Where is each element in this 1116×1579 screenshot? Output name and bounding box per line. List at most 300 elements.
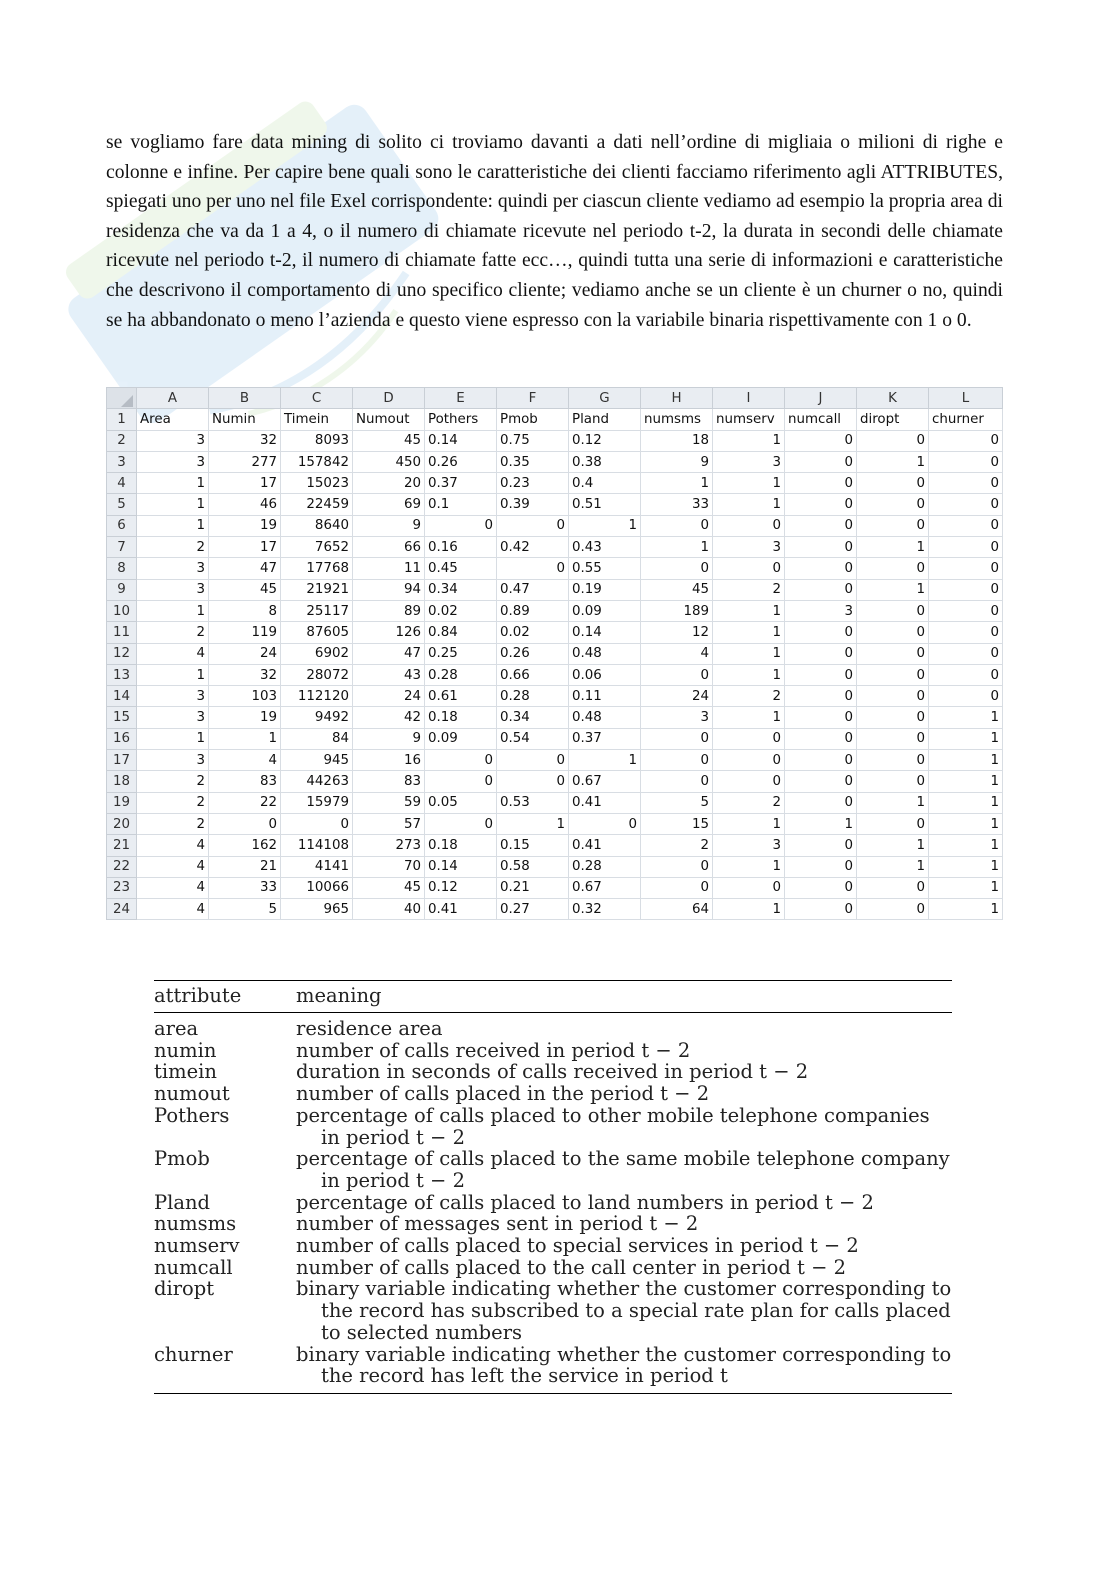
sheet-cell[interactable]: 1 [713,707,785,728]
sheet-cell[interactable]: 6902 [281,643,353,664]
sheet-cell[interactable]: 0.55 [569,558,641,579]
sheet-cell[interactable]: 189 [641,600,713,621]
row-number[interactable]: 18 [107,771,137,792]
sheet-header-cell[interactable]: Pothers [425,409,497,430]
sheet-cell[interactable]: 4 [137,899,209,920]
column-header-e[interactable]: E [425,388,497,409]
sheet-cell[interactable]: 5 [641,792,713,813]
sheet-cell[interactable]: 0 [857,771,929,792]
sheet-cell[interactable]: 0.12 [425,877,497,898]
sheet-cell[interactable]: 0.02 [425,600,497,621]
sheet-cell[interactable]: 22 [209,792,281,813]
sheet-cell[interactable]: 0 [857,622,929,643]
sheet-cell[interactable]: 1 [929,750,1003,771]
sheet-cell[interactable]: 0 [497,558,569,579]
sheet-cell[interactable]: 4 [137,856,209,877]
sheet-cell[interactable]: 1 [713,473,785,494]
sheet-cell[interactable]: 0.51 [569,494,641,515]
row-number[interactable]: 14 [107,686,137,707]
sheet-cell[interactable]: 0 [857,515,929,536]
row-number[interactable]: 1 [107,409,137,430]
sheet-cell[interactable]: 9 [353,728,425,749]
sheet-cell[interactable]: 0.47 [497,579,569,600]
sheet-cell[interactable]: 45 [209,579,281,600]
sheet-cell[interactable]: 1 [497,813,569,834]
column-header-d[interactable]: D [353,388,425,409]
sheet-cell[interactable]: 64 [641,899,713,920]
sheet-cell[interactable]: 1 [137,494,209,515]
sheet-cell[interactable]: 0.23 [497,473,569,494]
sheet-header-cell[interactable]: churner [929,409,1003,430]
sheet-cell[interactable]: 0 [785,835,857,856]
sheet-cell[interactable]: 0 [641,877,713,898]
sheet-cell[interactable]: 0.28 [497,686,569,707]
sheet-cell[interactable]: 0 [785,515,857,536]
sheet-cell[interactable]: 1 [137,600,209,621]
sheet-cell[interactable]: 22459 [281,494,353,515]
sheet-cell[interactable]: 0.32 [569,899,641,920]
sheet-cell[interactable]: 19 [209,707,281,728]
sheet-cell[interactable]: 4141 [281,856,353,877]
sheet-cell[interactable]: 47 [209,558,281,579]
sheet-cell[interactable]: 2 [713,579,785,600]
select-all-corner[interactable] [107,388,137,409]
row-number[interactable]: 20 [107,813,137,834]
sheet-cell[interactable]: 0.1 [425,494,497,515]
sheet-cell[interactable]: 8093 [281,430,353,451]
sheet-cell[interactable]: 28072 [281,664,353,685]
sheet-cell[interactable]: 119 [209,622,281,643]
sheet-cell[interactable]: 0 [569,813,641,834]
sheet-cell[interactable]: 0 [785,792,857,813]
sheet-cell[interactable]: 0 [857,686,929,707]
sheet-cell[interactable]: 0 [857,664,929,685]
sheet-cell[interactable]: 1 [857,856,929,877]
sheet-cell[interactable]: 1 [209,728,281,749]
sheet-cell[interactable]: 945 [281,750,353,771]
sheet-cell[interactable]: 0 [785,643,857,664]
sheet-cell[interactable]: 1 [713,600,785,621]
sheet-cell[interactable]: 0 [857,728,929,749]
sheet-cell[interactable]: 157842 [281,451,353,472]
sheet-cell[interactable]: 2 [137,792,209,813]
sheet-cell[interactable]: 0 [785,899,857,920]
sheet-cell[interactable]: 59 [353,792,425,813]
sheet-cell[interactable]: 3 [137,686,209,707]
sheet-cell[interactable]: 0.42 [497,537,569,558]
sheet-cell[interactable]: 1 [929,707,1003,728]
column-header-k[interactable]: K [857,388,929,409]
sheet-cell[interactable]: 1 [857,792,929,813]
sheet-cell[interactable]: 0 [929,558,1003,579]
sheet-cell[interactable]: 0.28 [425,664,497,685]
sheet-header-cell[interactable]: numserv [713,409,785,430]
row-number[interactable]: 16 [107,728,137,749]
sheet-cell[interactable]: 0 [785,728,857,749]
sheet-cell[interactable]: 0 [425,515,497,536]
sheet-cell[interactable]: 24 [353,686,425,707]
sheet-cell[interactable]: 2 [713,686,785,707]
sheet-cell[interactable]: 0 [857,430,929,451]
sheet-cell[interactable]: 0 [785,750,857,771]
sheet-cell[interactable]: 1 [569,750,641,771]
sheet-cell[interactable]: 15023 [281,473,353,494]
sheet-cell[interactable]: 1 [569,515,641,536]
sheet-cell[interactable]: 0.19 [569,579,641,600]
row-number[interactable]: 22 [107,856,137,877]
sheet-cell[interactable]: 0.37 [425,473,497,494]
sheet-cell[interactable]: 4 [137,835,209,856]
sheet-cell[interactable]: 1 [785,813,857,834]
sheet-cell[interactable]: 24 [641,686,713,707]
sheet-cell[interactable]: 450 [353,451,425,472]
sheet-cell[interactable]: 0 [929,622,1003,643]
sheet-cell[interactable]: 0.09 [569,600,641,621]
sheet-cell[interactable]: 1 [713,899,785,920]
sheet-cell[interactable]: 0 [497,515,569,536]
sheet-cell[interactable]: 0.14 [425,430,497,451]
sheet-cell[interactable]: 1 [713,664,785,685]
column-header-g[interactable]: G [569,388,641,409]
sheet-cell[interactable]: 32 [209,664,281,685]
sheet-cell[interactable]: 3 [137,451,209,472]
sheet-cell[interactable]: 3 [785,600,857,621]
sheet-cell[interactable]: 0 [929,643,1003,664]
sheet-cell[interactable]: 89 [353,600,425,621]
sheet-cell[interactable]: 2 [137,771,209,792]
sheet-cell[interactable]: 1 [713,643,785,664]
sheet-cell[interactable]: 1 [713,856,785,877]
sheet-cell[interactable]: 0.05 [425,792,497,813]
row-number[interactable]: 6 [107,515,137,536]
sheet-cell[interactable]: 0 [785,494,857,515]
sheet-cell[interactable]: 0.89 [497,600,569,621]
sheet-cell[interactable]: 87605 [281,622,353,643]
sheet-cell[interactable]: 0 [785,430,857,451]
sheet-cell[interactable]: 1 [929,728,1003,749]
sheet-cell[interactable]: 10066 [281,877,353,898]
sheet-cell[interactable]: 0.41 [569,792,641,813]
sheet-cell[interactable]: 0 [857,877,929,898]
sheet-cell[interactable]: 0 [497,750,569,771]
sheet-cell[interactable]: 2 [137,537,209,558]
sheet-cell[interactable]: 126 [353,622,425,643]
row-number[interactable]: 15 [107,707,137,728]
sheet-cell[interactable]: 3 [137,430,209,451]
row-number[interactable]: 21 [107,835,137,856]
sheet-cell[interactable]: 4 [137,643,209,664]
sheet-cell[interactable]: 43 [353,664,425,685]
row-number[interactable]: 8 [107,558,137,579]
sheet-cell[interactable]: 277 [209,451,281,472]
sheet-cell[interactable]: 0.34 [425,579,497,600]
sheet-cell[interactable]: 0.26 [497,643,569,664]
sheet-cell[interactable]: 0 [857,899,929,920]
sheet-cell[interactable]: 0.41 [569,835,641,856]
sheet-cell[interactable]: 0 [785,558,857,579]
sheet-cell[interactable]: 7652 [281,537,353,558]
sheet-cell[interactable]: 114108 [281,835,353,856]
sheet-cell[interactable]: 0 [929,579,1003,600]
sheet-cell[interactable]: 3 [137,750,209,771]
sheet-cell[interactable]: 0 [929,473,1003,494]
row-number[interactable]: 5 [107,494,137,515]
sheet-cell[interactable]: 0 [857,707,929,728]
sheet-cell[interactable]: 1 [857,579,929,600]
sheet-header-cell[interactable]: numsms [641,409,713,430]
sheet-cell[interactable]: 1 [857,835,929,856]
sheet-cell[interactable]: 273 [353,835,425,856]
sheet-cell[interactable]: 9492 [281,707,353,728]
sheet-cell[interactable]: 25117 [281,600,353,621]
sheet-cell[interactable]: 21 [209,856,281,877]
row-number[interactable]: 13 [107,664,137,685]
sheet-cell[interactable]: 0.21 [497,877,569,898]
column-header-l[interactable]: L [929,388,1003,409]
sheet-cell[interactable]: 0 [785,856,857,877]
sheet-cell[interactable]: 0.38 [569,451,641,472]
sheet-cell[interactable]: 8 [209,600,281,621]
sheet-cell[interactable]: 0.67 [569,877,641,898]
sheet-cell[interactable]: 965 [281,899,353,920]
sheet-cell[interactable]: 57 [353,813,425,834]
sheet-cell[interactable]: 0 [641,664,713,685]
row-number[interactable]: 7 [107,537,137,558]
sheet-cell[interactable]: 1 [713,813,785,834]
sheet-cell[interactable]: 0 [641,515,713,536]
sheet-cell[interactable]: 0.43 [569,537,641,558]
sheet-cell[interactable]: 15 [641,813,713,834]
column-header-h[interactable]: H [641,388,713,409]
sheet-cell[interactable]: 162 [209,835,281,856]
sheet-cell[interactable]: 0 [857,558,929,579]
sheet-cell[interactable]: 1 [137,664,209,685]
sheet-header-cell[interactable]: Numout [353,409,425,430]
sheet-cell[interactable]: 4 [641,643,713,664]
sheet-cell[interactable]: 0 [641,856,713,877]
sheet-cell[interactable]: 0 [641,771,713,792]
row-number[interactable]: 24 [107,899,137,920]
sheet-cell[interactable]: 0 [209,813,281,834]
row-number[interactable]: 19 [107,792,137,813]
sheet-cell[interactable]: 0.28 [569,856,641,877]
sheet-cell[interactable]: 2 [137,813,209,834]
sheet-cell[interactable]: 0 [641,750,713,771]
sheet-cell[interactable]: 1 [929,899,1003,920]
sheet-cell[interactable]: 1 [137,515,209,536]
row-number[interactable]: 9 [107,579,137,600]
sheet-cell[interactable]: 0.35 [497,451,569,472]
sheet-cell[interactable]: 0.18 [425,707,497,728]
sheet-cell[interactable]: 1 [713,622,785,643]
sheet-cell[interactable]: 0.02 [497,622,569,643]
sheet-cell[interactable]: 0 [785,537,857,558]
sheet-cell[interactable]: 0 [497,771,569,792]
sheet-cell[interactable]: 1 [713,430,785,451]
sheet-cell[interactable]: 1 [137,473,209,494]
sheet-cell[interactable]: 0 [785,664,857,685]
sheet-cell[interactable]: 0.14 [569,622,641,643]
row-number[interactable]: 12 [107,643,137,664]
column-header-i[interactable]: I [713,388,785,409]
sheet-cell[interactable]: 0 [425,750,497,771]
sheet-cell[interactable]: 0.45 [425,558,497,579]
sheet-cell[interactable]: 0.16 [425,537,497,558]
sheet-cell[interactable]: 0 [929,515,1003,536]
sheet-cell[interactable]: 1 [929,813,1003,834]
sheet-cell[interactable]: 1 [641,473,713,494]
sheet-cell[interactable]: 0 [857,750,929,771]
sheet-cell[interactable]: 0.75 [497,430,569,451]
sheet-cell[interactable]: 1 [929,835,1003,856]
sheet-cell[interactable]: 0.37 [569,728,641,749]
sheet-cell[interactable]: 2 [137,622,209,643]
column-header-a[interactable]: A [137,388,209,409]
sheet-cell[interactable]: 17 [209,473,281,494]
sheet-cell[interactable]: 44263 [281,771,353,792]
sheet-cell[interactable]: 1 [929,856,1003,877]
sheet-cell[interactable]: 0 [785,771,857,792]
sheet-header-cell[interactable]: Area [137,409,209,430]
sheet-cell[interactable]: 0 [857,473,929,494]
sheet-cell[interactable]: 9 [641,451,713,472]
column-header-b[interactable]: B [209,388,281,409]
sheet-cell[interactable]: 19 [209,515,281,536]
sheet-cell[interactable]: 0.15 [497,835,569,856]
sheet-cell[interactable]: 2 [641,835,713,856]
sheet-cell[interactable]: 3 [713,537,785,558]
sheet-cell[interactable]: 0 [713,750,785,771]
sheet-cell[interactable]: 0 [641,728,713,749]
row-number[interactable]: 10 [107,600,137,621]
sheet-cell[interactable]: 69 [353,494,425,515]
sheet-cell[interactable]: 0 [929,686,1003,707]
row-number[interactable]: 3 [107,451,137,472]
sheet-cell[interactable]: 5 [209,899,281,920]
sheet-cell[interactable]: 0 [713,877,785,898]
sheet-cell[interactable]: 3 [137,558,209,579]
sheet-cell[interactable]: 0 [785,622,857,643]
sheet-cell[interactable]: 0.67 [569,771,641,792]
sheet-cell[interactable]: 46 [209,494,281,515]
sheet-cell[interactable]: 0 [857,643,929,664]
sheet-cell[interactable]: 0 [785,707,857,728]
sheet-cell[interactable]: 17768 [281,558,353,579]
sheet-cell[interactable]: 42 [353,707,425,728]
sheet-cell[interactable]: 0.58 [497,856,569,877]
sheet-cell[interactable]: 0 [857,813,929,834]
sheet-cell[interactable]: 40 [353,899,425,920]
sheet-cell[interactable]: 0 [713,515,785,536]
sheet-cell[interactable]: 0.26 [425,451,497,472]
sheet-cell[interactable]: 4 [137,877,209,898]
sheet-cell[interactable]: 0 [929,451,1003,472]
sheet-cell[interactable]: 1 [929,792,1003,813]
sheet-cell[interactable]: 8640 [281,515,353,536]
sheet-cell[interactable]: 1 [137,728,209,749]
sheet-cell[interactable]: 0.25 [425,643,497,664]
sheet-cell[interactable]: 0.39 [497,494,569,515]
sheet-cell[interactable]: 45 [353,877,425,898]
sheet-cell[interactable]: 0 [713,558,785,579]
sheet-cell[interactable]: 17 [209,537,281,558]
sheet-cell[interactable]: 1 [857,451,929,472]
sheet-cell[interactable]: 0 [857,494,929,515]
sheet-cell[interactable]: 0.34 [497,707,569,728]
sheet-cell[interactable]: 0 [425,771,497,792]
sheet-cell[interactable]: 0 [425,813,497,834]
sheet-cell[interactable]: 0 [785,877,857,898]
sheet-cell[interactable]: 3 [641,707,713,728]
sheet-cell[interactable]: 45 [641,579,713,600]
sheet-cell[interactable]: 12 [641,622,713,643]
sheet-cell[interactable]: 0.48 [569,643,641,664]
sheet-cell[interactable]: 0 [929,600,1003,621]
sheet-cell[interactable]: 0 [785,686,857,707]
sheet-cell[interactable]: 0.41 [425,899,497,920]
sheet-cell[interactable]: 3 [137,707,209,728]
sheet-cell[interactable]: 3 [713,451,785,472]
row-number[interactable]: 2 [107,430,137,451]
sheet-cell[interactable]: 1 [641,537,713,558]
sheet-cell[interactable]: 0 [929,430,1003,451]
sheet-header-cell[interactable]: Pland [569,409,641,430]
sheet-cell[interactable]: 0.53 [497,792,569,813]
sheet-cell[interactable]: 24 [209,643,281,664]
sheet-cell[interactable]: 1 [713,494,785,515]
sheet-cell[interactable]: 66 [353,537,425,558]
sheet-cell[interactable]: 0.09 [425,728,497,749]
sheet-cell[interactable]: 0 [713,771,785,792]
row-number[interactable]: 4 [107,473,137,494]
column-header-j[interactable]: J [785,388,857,409]
sheet-cell[interactable]: 15979 [281,792,353,813]
sheet-cell[interactable]: 21921 [281,579,353,600]
sheet-cell[interactable]: 0 [929,664,1003,685]
sheet-cell[interactable]: 45 [353,430,425,451]
column-header-c[interactable]: C [281,388,353,409]
row-number[interactable]: 17 [107,750,137,771]
sheet-cell[interactable]: 3 [137,579,209,600]
sheet-cell[interactable]: 0 [641,558,713,579]
sheet-cell[interactable]: 112120 [281,686,353,707]
sheet-header-cell[interactable]: numcall [785,409,857,430]
sheet-cell[interactable]: 94 [353,579,425,600]
sheet-cell[interactable]: 0.11 [569,686,641,707]
sheet-cell[interactable]: 0.48 [569,707,641,728]
sheet-cell[interactable]: 0.27 [497,899,569,920]
sheet-cell[interactable]: 103 [209,686,281,707]
sheet-cell[interactable]: 9 [353,515,425,536]
sheet-cell[interactable]: 3 [713,835,785,856]
sheet-cell[interactable]: 4 [209,750,281,771]
sheet-cell[interactable]: 32 [209,430,281,451]
sheet-cell[interactable]: 83 [353,771,425,792]
sheet-header-cell[interactable]: Pmob [497,409,569,430]
sheet-cell[interactable]: 0 [785,579,857,600]
column-header-f[interactable]: F [497,388,569,409]
sheet-cell[interactable]: 0.18 [425,835,497,856]
sheet-cell[interactable]: 70 [353,856,425,877]
sheet-cell[interactable]: 0.4 [569,473,641,494]
sheet-cell[interactable]: 84 [281,728,353,749]
sheet-cell[interactable]: 0.14 [425,856,497,877]
sheet-cell[interactable]: 0 [281,813,353,834]
sheet-cell[interactable]: 18 [641,430,713,451]
sheet-cell[interactable]: 16 [353,750,425,771]
sheet-cell[interactable]: 0 [857,600,929,621]
row-number[interactable]: 23 [107,877,137,898]
